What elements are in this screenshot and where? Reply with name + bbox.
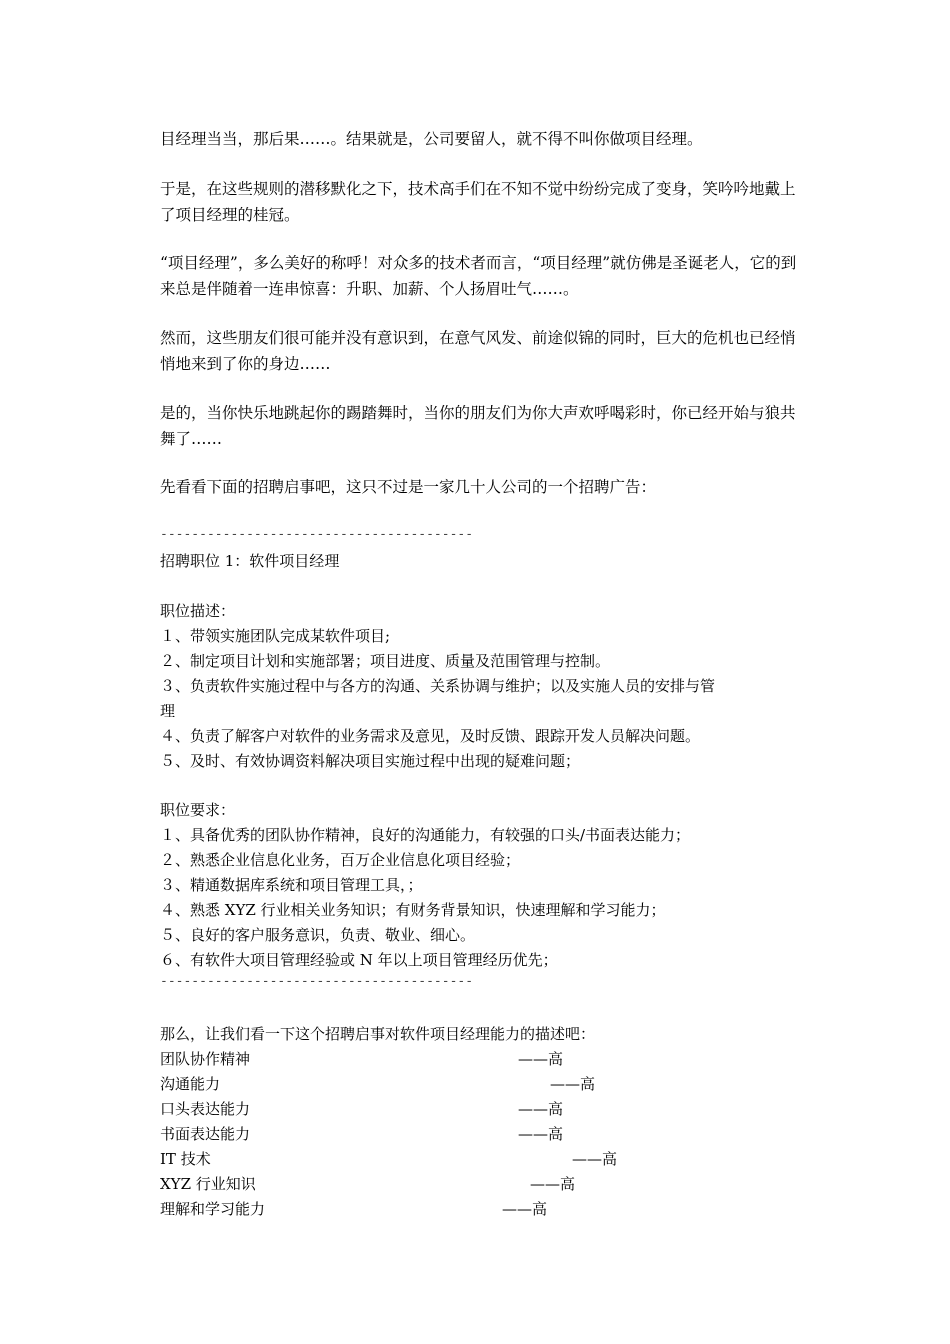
ability-label: 书面表达能力 (160, 1125, 251, 1143)
ability-label: 理解和学习能力 (160, 1200, 266, 1218)
ability-label: 团队协作精神 (160, 1050, 251, 1068)
description-item: ５、及时、有效协调资料解决项目实施过程中出现的疑难问题； (160, 752, 581, 770)
ability-level: ——高 (518, 1100, 564, 1118)
ability-label: 口头表达能力 (160, 1100, 251, 1118)
analysis-intro: 那么，让我们看一下这个招聘启事对软件项目经理能力的描述吧： (160, 1025, 596, 1043)
ability-level: ——高 (530, 1175, 576, 1193)
job-title: 招聘职位 1：软件项目经理 (160, 552, 340, 570)
paragraph-5: 是的，当你快乐地跳起你的踢踏舞时，当你的朋友们为你大声欢呼喝彩时，你已经开始与狼共舞了…… (160, 404, 796, 448)
ability-level: ——高 (502, 1200, 548, 1218)
description-item: １、带领实施团队完成某软件项目; (160, 627, 391, 645)
description-item: 理 (160, 702, 176, 720)
description-item: ３、负责软件实施过程中与各方的沟通、关系协调与维护；以及实施人员的安排与管 (160, 677, 716, 695)
separator-top: ---------------------------------------- (160, 527, 474, 542)
requirement-item: ３、精通数据库系统和项目管理工具，； (160, 876, 423, 894)
description-item: ２、制定项目计划和实施部署；项目进度、质量及范围管理与控制。 (160, 652, 611, 670)
ability-level: ——高 (518, 1125, 564, 1143)
separator-bottom: ---------------------------------------- (160, 974, 474, 989)
ability-label: IT 技术 (160, 1150, 211, 1168)
description-item: ４、负责了解客户对软件的业务需求及意见，及时反馈、跟踪开发人员解决问题。 (160, 727, 701, 745)
requirement-item: ５、良好的客户服务意识，负责、敬业、细心。 (160, 926, 476, 944)
description-heading: 职位描述： (160, 602, 236, 620)
paragraph-4: 然而，这些朋友们很可能并没有意识到，在意气风发、前途似锦的同时，巨大的危机也已经悄悄地来到了你的身边…… (160, 329, 796, 373)
paragraph-6: 先看看下面的招聘启事吧，这只不过是一家几十人公司的一个招聘广告： (160, 478, 657, 496)
requirements-heading: 职位要求： (160, 801, 236, 819)
ability-level: ——高 (550, 1075, 596, 1093)
ability-level: ——高 (572, 1150, 618, 1168)
ability-label: XYZ 行业知识 (160, 1175, 256, 1193)
paragraph-3: “项目经理”，多么美好的称呼！对众多的技术者而言，“项目经理”就仿佛是圣诞老人，它的到来总是伴随着一连串惊喜：升职、加薪、个人扬眉吐气……。 (160, 254, 797, 298)
requirement-item: ６、有软件大项目管理经验或 N 年以上项目管理经历优先； (160, 951, 558, 969)
ability-label: 沟通能力 (160, 1075, 221, 1093)
paragraph-1: 目经理当当，那后果……。结果就是，公司要留人，就不得不叫你做项目经理。 (160, 130, 703, 148)
requirement-item: １、具备优秀的团队协作精神，良好的沟通能力，有较强的口头/书面表达能力； (160, 826, 691, 844)
ability-level: ——高 (518, 1050, 564, 1068)
requirement-item: ２、熟悉企业信息化业务，百万企业信息化项目经验； (160, 851, 521, 869)
requirement-item: ４、熟悉 XYZ 行业相关业务知识；有财务背景知识，快速理解和学习能力； (160, 901, 666, 919)
paragraph-2: 于是，在这些规则的潜移默化之下，技术高手们在不知不觉中纷纷完成了变身，笑吟吟地戴上了项目经理的桂冠。 (160, 180, 796, 224)
